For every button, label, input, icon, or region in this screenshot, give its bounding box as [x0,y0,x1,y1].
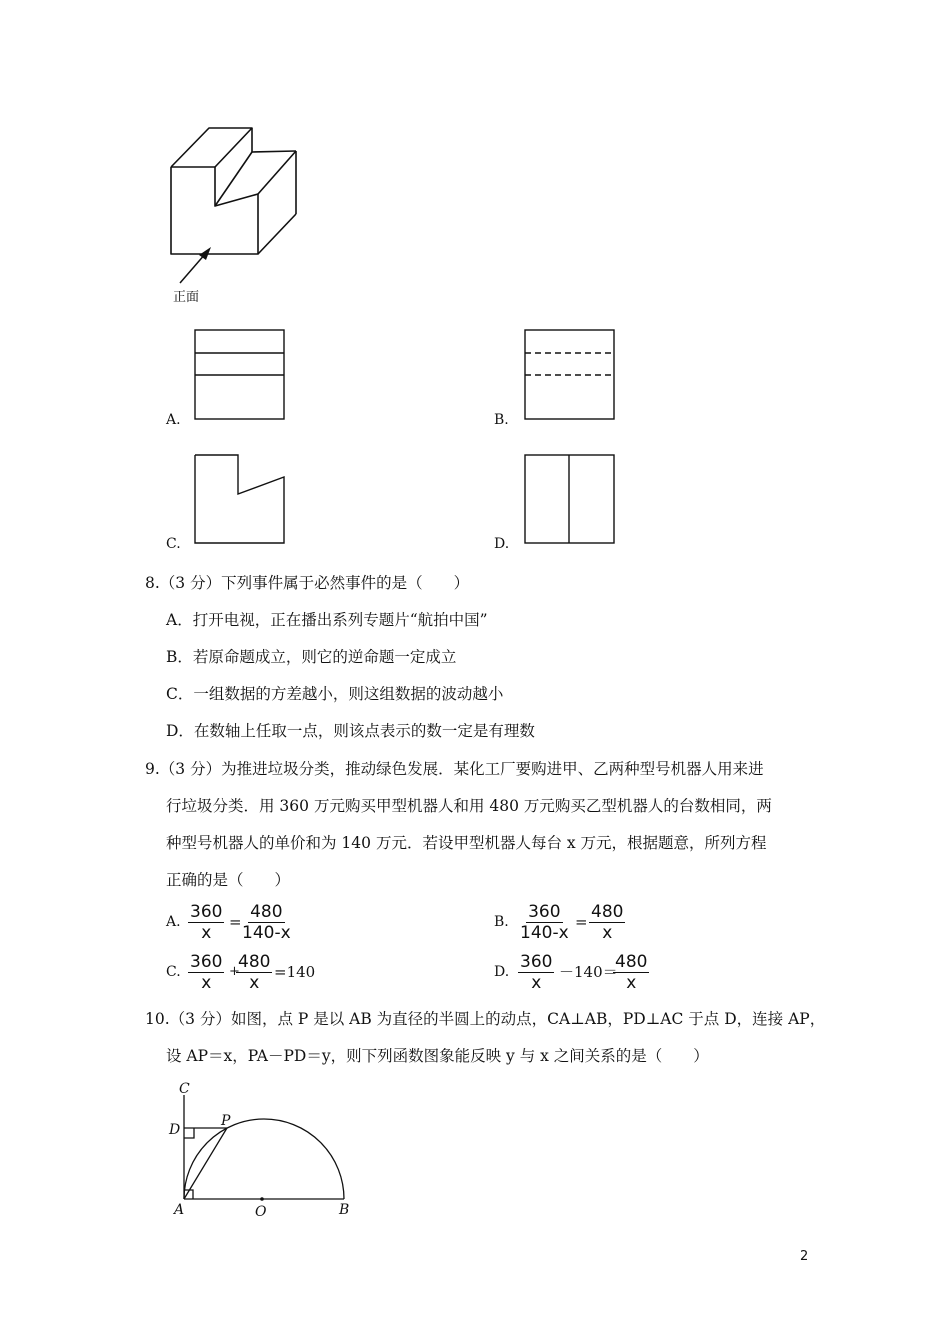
numerator: 360 [190,952,223,972]
q9-option-d-label[interactable]: D. [494,964,510,980]
plus-sign: + [229,964,240,979]
q9-d-operator: －140＝ [559,963,618,981]
q9-option-b-label[interactable]: B. [494,914,509,930]
numerator: 480 [250,902,283,922]
numerator: 360 [528,902,561,922]
option-d-label[interactable]: D. [494,536,510,552]
point-label-o: O [255,1204,267,1220]
numerator: 360 [520,952,553,972]
equals-sign: = [575,913,588,931]
q9-option-c-label[interactable]: C. [166,964,181,980]
option-b-label[interactable]: B. [494,412,509,428]
q10-stem-line2: 设 AP＝x，PA－PD＝y，则下列函数图象能反映 y 与 x 之间关系的是（ ） [166,1047,709,1065]
q9-stem-line3: 种型号机器人的单价和为 140 万元．若设甲型机器人每台 x 万元，根据题意，所列方程 [166,834,767,852]
numerator: 480 [615,952,648,972]
q8-option-b[interactable]: B．若原命题成立，则它的逆命题一定成立 [166,648,457,666]
numerator: 360 [190,902,223,922]
page-number: 2 [800,1249,809,1264]
q9-stem-line4: 正确的是（ ） [166,871,291,889]
q8-stem: 8.（3 分）下列事件属于必然事件的是（ ） [145,574,470,592]
option-a-label[interactable]: A. [166,412,181,428]
denominator: x [602,923,613,943]
denominator: 140-x [520,923,569,943]
q9-stem-line1: 9.（3 分）为推进垃圾分类，推动绿色发展．某化工厂要购进甲、乙两种型号机器人用来进 [145,760,764,778]
q8-option-c[interactable]: C．一组数据的方差越小，则这组数据的波动越小 [166,685,504,703]
denominator: x [249,973,260,993]
front-label: 正面 [173,290,200,305]
denominator: x [201,973,212,993]
point-label-a: A [174,1202,185,1218]
q9-c-rhs: =140 [274,963,316,981]
denominator: x [626,973,637,993]
q8-option-d[interactable]: D．在数轴上任取一点，则该点表示的数一定是有理数 [166,722,535,740]
q9-stem-line2: 行垃圾分类．用 360 万元购买甲型机器人和用 480 万元购买乙型机器人的台数相同，两 [166,797,772,815]
q10-stem-line1: 10.（3 分）如图，点 P 是以 AB 为直径的半圆上的动点，CA⊥AB，PD⊥AC 于点 D，连接 AP， [145,1010,826,1028]
point-label-b: B [339,1202,350,1218]
denominator: x [531,973,542,993]
numerator: 480 [591,902,624,922]
equals-sign: = [229,913,242,931]
denominator: x [201,923,212,943]
q9-option-a-label[interactable]: A. [166,914,181,930]
point-label-d: D [169,1122,181,1138]
denominator: 140-x [242,923,291,943]
option-c-label[interactable]: C. [166,536,181,552]
point-label-c: C [179,1081,190,1097]
q8-option-a[interactable]: A．打开电视，正在播出系列专题片“航拍中国” [166,611,488,629]
numerator: 480 [238,952,271,972]
point-label-p: P [221,1113,231,1129]
